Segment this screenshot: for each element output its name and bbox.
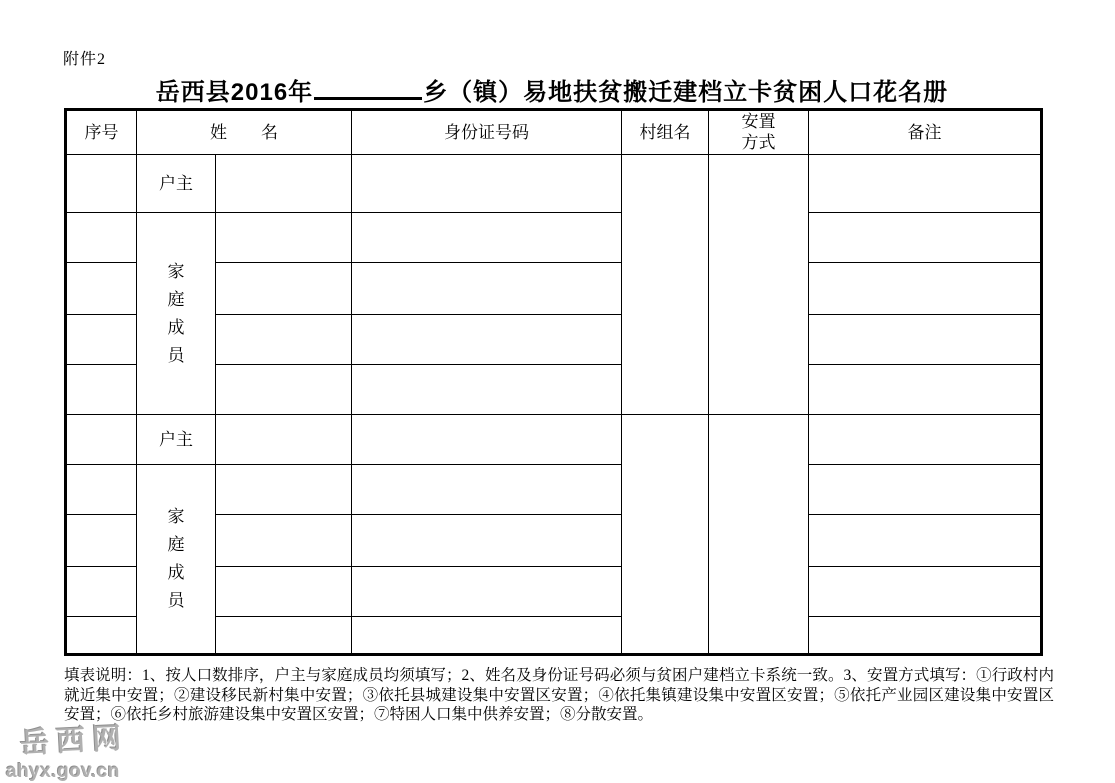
member-type-family-member	[137, 465, 216, 655]
remarks-cell	[809, 465, 1042, 515]
id-number-cell	[352, 263, 622, 315]
serial-cell	[66, 155, 137, 213]
remarks-cell	[809, 617, 1042, 655]
remarks-cell	[809, 315, 1042, 365]
header-placement	[709, 110, 809, 155]
table-row	[66, 213, 1042, 263]
name-cell	[216, 415, 352, 465]
name-cell	[216, 365, 352, 415]
member-type-family-member	[137, 213, 216, 415]
member-type-household-head: 户主	[137, 155, 216, 213]
title-suffix: 乡（镇）易地扶贫搬迁建档立卡贫困人口花名册	[423, 79, 949, 106]
header-placement-label: 安置方式	[741, 112, 776, 153]
name-cell	[216, 315, 352, 365]
name-cell	[216, 155, 352, 213]
name-cell	[216, 465, 352, 515]
member-type-household-head: 户主	[137, 415, 216, 465]
placement-cell	[709, 415, 809, 655]
serial-cell	[66, 315, 137, 365]
header-name: 姓 名	[137, 110, 352, 155]
serial-cell	[66, 263, 137, 315]
remarks-cell	[809, 415, 1042, 465]
placement-cell	[709, 155, 809, 415]
table-row	[66, 155, 1042, 213]
roster-table	[64, 108, 1043, 656]
title-blank-underline	[314, 95, 422, 100]
family-member-label: 家庭成员	[167, 261, 185, 365]
id-number-cell	[352, 213, 622, 263]
table-row	[66, 415, 1042, 465]
village-cell	[622, 155, 709, 415]
header-village: 村组名	[622, 110, 709, 155]
title-prefix: 岳西县2016年	[155, 79, 314, 106]
village-cell	[622, 415, 709, 655]
name-cell	[216, 567, 352, 617]
serial-cell	[66, 465, 137, 515]
remarks-cell	[809, 263, 1042, 315]
name-cell	[216, 515, 352, 567]
id-number-cell	[352, 365, 622, 415]
id-number-cell	[352, 515, 622, 567]
name-cell	[216, 213, 352, 263]
id-number-cell	[352, 315, 622, 365]
id-number-cell	[352, 617, 622, 655]
serial-cell	[66, 617, 137, 655]
id-number-cell	[352, 465, 622, 515]
table-row	[66, 465, 1042, 515]
watermark-domain: ahyx.gov.cn	[6, 761, 120, 782]
serial-cell	[66, 213, 137, 263]
remarks-cell	[809, 213, 1042, 263]
id-number-cell	[352, 155, 622, 213]
watermark	[6, 718, 136, 783]
header-id-number: 身份证号码	[352, 110, 622, 155]
name-cell	[216, 617, 352, 655]
serial-cell	[66, 567, 137, 617]
remarks-cell	[809, 155, 1042, 213]
id-number-cell	[352, 415, 622, 465]
remarks-cell	[809, 515, 1042, 567]
header-row	[66, 110, 1042, 155]
attachment-label: 附件2	[63, 51, 107, 68]
remarks-cell	[809, 365, 1042, 415]
serial-cell	[66, 365, 137, 415]
name-cell	[216, 263, 352, 315]
id-number-cell	[352, 567, 622, 617]
header-remarks: 备注	[809, 110, 1042, 155]
form-instructions: 填表说明：1、按人口数排序，户主与家庭成员均须填写；2、姓名及身份证号码必须与贫困户建档立卡系统一致。3、安置方式填写：①行政村内就近集中安置；②建设移民新村集中安置；③依托县城建设集中安置区安置；④依托集镇建设集中安置区安置；⑤依托产业园区建设集中安置区安置；⑥依托乡村旅游建设集中安置区安置；⑦特困人口集中供养安置；⑧分散安置。	[64, 667, 1054, 723]
document-title	[64, 72, 1040, 107]
remarks-cell	[809, 567, 1042, 617]
family-member-label: 家庭成员	[167, 507, 185, 611]
header-serial: 序号	[66, 110, 137, 155]
watermark-site-name: 岳西网	[19, 722, 129, 761]
serial-cell	[66, 515, 137, 567]
serial-cell	[66, 415, 137, 465]
